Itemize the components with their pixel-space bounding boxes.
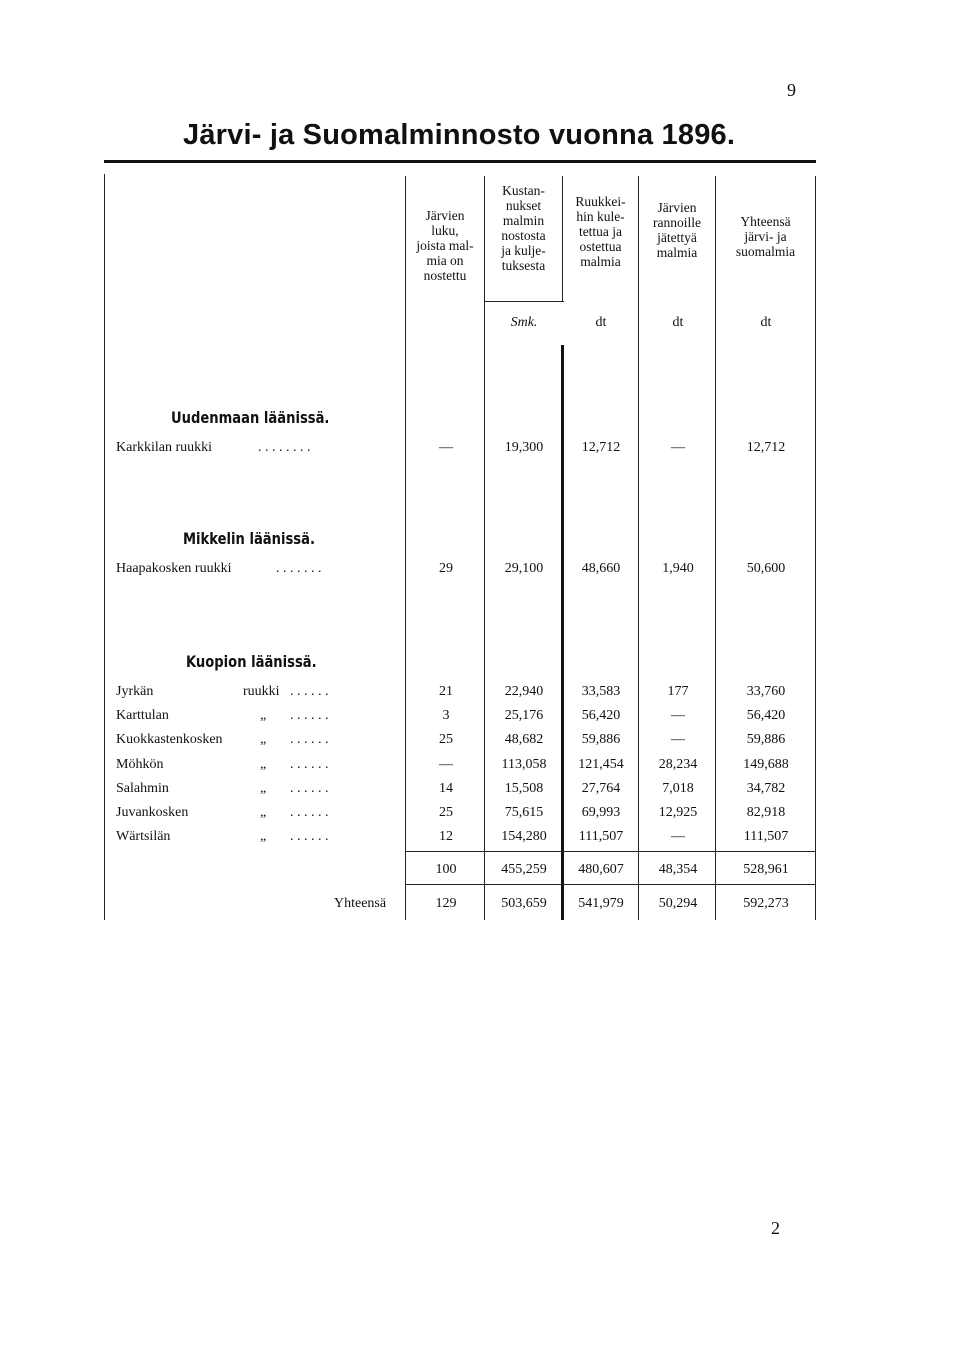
cell-col1: 29 [439, 561, 453, 576]
cell-col1: — [439, 440, 453, 455]
subtotal-col1: 100 [435, 862, 457, 877]
total-label: Yhteensä [334, 896, 387, 911]
row-dots: ...... [290, 684, 332, 699]
header-col4: Järvien rannoille jätettyä malmia [653, 200, 701, 260]
cell-col1: 12 [439, 829, 453, 844]
row-ditto: „ [260, 732, 267, 747]
subtotal-col3: 480,607 [578, 862, 624, 877]
cell-col2: 22,940 [504, 684, 544, 699]
total-col1: 129 [435, 896, 457, 911]
column-divider-1 [405, 176, 406, 920]
cell-col4: — [671, 708, 685, 723]
row-ditto: „ [260, 805, 267, 820]
cell-col4: — [671, 829, 685, 844]
cell-col1: 14 [439, 781, 453, 796]
header-underline [484, 301, 564, 302]
cell-col4: 7,018 [662, 781, 694, 796]
cell-col5: 111,507 [743, 829, 789, 844]
cell-col3: 111,507 [578, 829, 624, 844]
page-number-top: 9 [787, 80, 796, 100]
cell-col2: 48,682 [504, 732, 544, 747]
cell-col2: 29,100 [504, 561, 544, 576]
cell-col4: 1,940 [662, 561, 694, 576]
row-ditto: „ [260, 708, 267, 723]
row-ditto: „ [260, 757, 267, 772]
header-col1: Järvien luku, joista mal- mia on nostettu [416, 208, 474, 283]
total-rule [406, 884, 816, 885]
row-ditto: ruukki [243, 684, 280, 699]
page-number-bottom: 2 [771, 1218, 780, 1238]
total-col4: 50,294 [658, 896, 698, 911]
unit-col4: dt [672, 315, 684, 330]
cell-col4: 12,925 [658, 805, 698, 820]
cell-col5: 56,420 [746, 708, 786, 723]
cell-col2: 113,058 [501, 757, 547, 772]
row-label: Haapakosken ruukki [116, 561, 232, 576]
cell-col3: 69,993 [581, 805, 621, 820]
cell-col3: 48,660 [581, 561, 621, 576]
cell-col1: 25 [439, 805, 453, 820]
row-label: Juvankosken [116, 805, 189, 820]
cell-col3: 33,583 [581, 684, 621, 699]
cell-col2: 25,176 [504, 708, 544, 723]
cell-col4: — [671, 440, 685, 455]
row-ditto: „ [260, 829, 267, 844]
row-label: Salahmin [116, 781, 169, 796]
cell-col4: 28,234 [658, 757, 698, 772]
unit-col5: dt [760, 315, 772, 330]
subtotal-col5: 528,961 [743, 862, 789, 877]
row-label: Wärtsilän [116, 829, 171, 844]
row-label: Möhkön [116, 757, 164, 772]
header-col2: Kustan- nukset malmin nostosta ja kulje- tuksesta [501, 183, 546, 273]
unit-col3: dt [595, 315, 607, 330]
title-rule [104, 160, 816, 163]
column-divider-2 [484, 176, 485, 920]
header-col3: Ruukkei- hin kule- tettua ja ostettua malmia [575, 194, 626, 269]
row-label: Karkkilan ruukki [116, 440, 213, 455]
total-col3: 541,979 [578, 896, 624, 911]
row-label: Jyrkän [116, 684, 154, 699]
cell-col5: 50,600 [746, 561, 786, 576]
section-heading-mikkelin: Mikkelin läänissä. [183, 529, 315, 548]
cell-col2: 15,508 [504, 781, 544, 796]
row-dots: ....... [276, 561, 325, 576]
cell-col5: 149,688 [743, 757, 789, 772]
cell-col5: 33,760 [746, 684, 786, 699]
cell-col3: 121,454 [578, 757, 624, 772]
section-heading-kuopion: Kuopion läänissä. [186, 652, 317, 671]
row-dots: ...... [290, 829, 332, 844]
subtotal-col2: 455,259 [501, 862, 547, 877]
row-dots: ...... [290, 805, 332, 820]
page-title: Järvi- ja Suomalminnosto vuonna 1896. [183, 119, 736, 151]
header-col5: Yhteensä järvi- ja suomalmia [735, 214, 796, 259]
cell-col5: 82,918 [746, 805, 786, 820]
cell-col2: 19,300 [504, 440, 544, 455]
table-right-border [815, 176, 816, 920]
cell-col4: 177 [667, 684, 689, 699]
row-dots: ...... [290, 757, 332, 772]
cell-col3: 56,420 [581, 708, 621, 723]
cell-col1: 21 [439, 684, 453, 699]
row-dots: ........ [258, 440, 314, 455]
column-divider-4 [638, 176, 639, 920]
cell-col3: 59,886 [581, 732, 621, 747]
cell-col3: 27,764 [581, 781, 621, 796]
cell-col4: — [671, 732, 685, 747]
section-heading-uudenmaan: Uudenmaan läänissä. [171, 408, 330, 427]
row-label: Karttulan [116, 708, 169, 723]
total-col2: 503,659 [501, 896, 547, 911]
cell-col5: 34,782 [746, 781, 786, 796]
subtotal-rule [406, 851, 816, 852]
table-left-border [104, 174, 105, 920]
row-label: Kuokkastenkosken [116, 732, 223, 747]
cell-col2: 154,280 [501, 829, 547, 844]
cell-col1: — [439, 757, 453, 772]
cell-col2: 75,615 [504, 805, 544, 820]
cell-col5: 12,712 [746, 440, 786, 455]
subtotal-col4: 48,354 [658, 862, 698, 877]
row-ditto: „ [260, 781, 267, 796]
cell-col1: 3 [442, 708, 450, 723]
cell-col3: 12,712 [581, 440, 621, 455]
total-col5: 592,273 [743, 896, 789, 911]
row-dots: ...... [290, 781, 332, 796]
unit-col2: Smk. [510, 315, 538, 330]
row-dots: ...... [290, 732, 332, 747]
cell-col5: 59,886 [746, 732, 786, 747]
cell-col1: 25 [439, 732, 453, 747]
row-dots: ...... [290, 708, 332, 723]
